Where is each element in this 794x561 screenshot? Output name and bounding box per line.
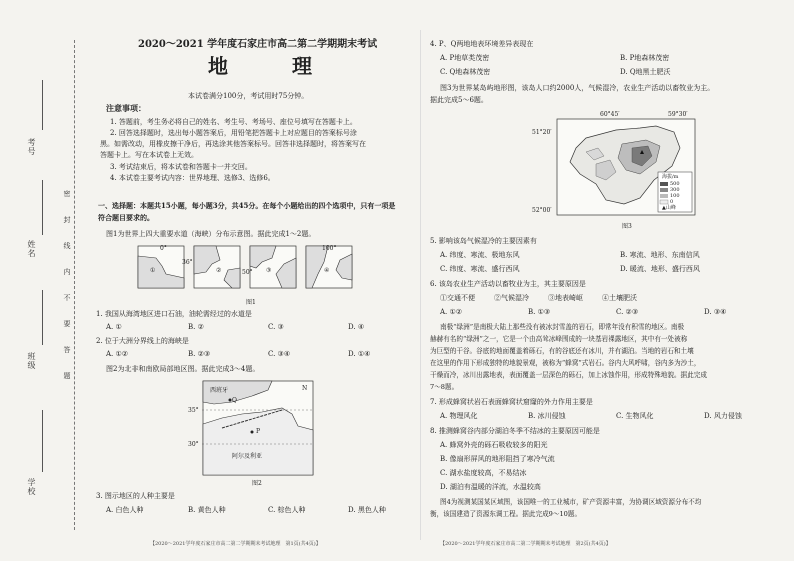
fig2-label-algeria: 阿尔及利亚 — [232, 453, 263, 460]
fig3-label: 52°00′ — [532, 207, 552, 214]
q6-item: ②气候湿冷 — [494, 294, 529, 302]
q2-stem: 2. 位于大洲分界线上的海峡是 — [96, 337, 189, 345]
section-heading: 一、选择题：本题共15小题，每小题3分，共45分。在每个小题给出的四个选项中，只有一项是 — [98, 201, 396, 210]
notice-line: 1. 答题前，考生务必将自己的姓名、考生号、考场号、座位号填写在答题卡上。 — [110, 118, 357, 126]
seal-line — [74, 40, 75, 530]
figure-3 — [532, 111, 696, 216]
q1-option-a[interactable]: A. ① — [106, 323, 122, 331]
fig1-label: ④ — [324, 267, 330, 274]
notice-line: 3. 考试结束后，将本试卷和答题卡一并交回。 — [110, 163, 252, 171]
q4-option-c[interactable]: C. Q地森林茂密 — [440, 68, 491, 76]
fig1-intro: 图1为世界上四大重要水道（海峡）分布示意图。据此完成1～2题。 — [106, 230, 316, 238]
fig3-caption: 图3 — [622, 223, 632, 230]
q2-option-b[interactable]: B. ②③ — [188, 350, 211, 358]
fig1-label: 50° — [242, 269, 253, 276]
exam-no-field[interactable] — [42, 80, 43, 130]
q8-option-d[interactable]: D. 湖泊有温暖的洋流，水温较高 — [440, 483, 541, 491]
fig2-caption: 图2 — [252, 480, 262, 487]
q5-stem: 5. 影响该岛气候湿冷的主要因素有 — [430, 237, 537, 245]
fig3-label: 51°20′ — [532, 129, 552, 136]
page-divider — [420, 30, 421, 540]
passage-line: 干燥而冷，冰川出露地表，表面覆盖一层深色的砾石，加上冰蚀作用，形成特殊地貌。据此完成 — [430, 371, 707, 379]
fig3-label: 60°45′ — [600, 111, 620, 118]
fig3-intro: 图3为世界某岛屿地形图，该岛人口约2000人，气候湿冷，农业生产活动以畜牧业为主。 — [440, 84, 715, 92]
q7-option-b[interactable]: B. 冰川侵蚀 — [528, 412, 566, 420]
q4-stem: 4. P、Q两地地表环境差异表现在 — [430, 40, 534, 48]
exam-title: 2020～2021 学年度石家庄市高二第二学期期末考试 — [138, 39, 378, 50]
fig1-label: ② — [216, 267, 222, 274]
fig2-label-q: Q — [232, 397, 237, 404]
q7-option-a[interactable]: A. 物理风化 — [440, 412, 478, 420]
footer-right: 【2020～2021学年度石家庄市高二第二学期期末考试地理 第2页(共4页)】 — [440, 541, 611, 547]
notice-line: 答题卡上。写在本试卷上无效。 — [100, 151, 198, 159]
right-column — [430, 0, 785, 561]
q6-item: ③地表崎岖 — [548, 294, 583, 302]
name-label: 姓名 — [27, 240, 36, 258]
fig1-label: ③ — [266, 267, 272, 274]
figure-2 — [188, 380, 314, 476]
q6-item: ④土壤肥沃 — [602, 294, 637, 302]
fig1-label: ① — [150, 267, 156, 274]
figure-3-map — [556, 118, 696, 216]
q6-option-b[interactable]: B. ①③ — [528, 308, 551, 316]
fig4-intro: 图4为视测某国某区域图，该国唯一的工业城市，矿产资源丰富，为协调区域资源分布不均 — [440, 498, 702, 506]
q4-option-d[interactable]: D. Q地黑土肥沃 — [620, 68, 671, 76]
fig3-legend-value: 0 — [670, 199, 674, 205]
q2-option-a[interactable]: A. ①② — [106, 350, 129, 358]
fig1-label: 100° — [322, 245, 337, 252]
passage-line: 为巨型的干谷。谷底的地面覆盖着砾石，有的谷底还有冰川，并有湖泊。当地的岩石和土壤 — [430, 347, 694, 355]
fig2-intro: 图2为北非和南欧局部地区图。据此完成3～4题。 — [106, 365, 260, 373]
binding-margin — [0, 0, 96, 561]
school-field[interactable] — [42, 410, 43, 472]
fig3-legend-value: 500 — [670, 181, 680, 187]
fig2-label-p: P — [256, 428, 261, 435]
exam-no-label: 考号 — [27, 138, 36, 156]
q8-option-c[interactable]: C. 湖水盐度较高，不易结冰 — [440, 469, 527, 477]
fig3-intro: 据此完成5～6题。 — [430, 96, 488, 104]
q3-option-a[interactable]: A. 白色人种 — [106, 506, 144, 514]
fig2-label-lat: 35° — [188, 407, 199, 414]
left-column — [96, 0, 414, 561]
fig1-caption: 图1 — [246, 299, 256, 306]
q8-option-b[interactable]: B. 像扇形屏风的地形阻挡了寒冷气流 — [440, 455, 555, 463]
name-field[interactable] — [42, 180, 43, 235]
q6-item: ①交通不便 — [440, 294, 475, 302]
q6-stem: 6. 该岛农业生产活动以畜牧业为主，其主要原因是 — [430, 280, 586, 288]
q6-option-c[interactable]: C. ②③ — [616, 308, 639, 316]
fig1-label: 36° — [182, 259, 193, 266]
fig4-intro: 衡，该国建造了资源东调工程。据此完成9～10题。 — [430, 510, 582, 518]
q1-option-b[interactable]: B. ② — [188, 323, 204, 331]
notice-line: 2. 回答选择题时，选出每小题答案后，用铅笔把答题卡上对应题目的答案标号涂 — [110, 129, 357, 137]
figure-1 — [136, 244, 360, 296]
fig3-legend-peak: ▲山峰 — [662, 205, 676, 211]
passage-line: 南极“绿洲”是南极大陆上那些没有被冰封雪盖的岩石，即常年没有积雪的地区。南极 — [440, 323, 685, 331]
notice-line: 4. 本试卷主要考试内容：世界地理、选修3、选修6。 — [110, 174, 275, 182]
q2-option-d[interactable]: D. ①④ — [348, 350, 371, 358]
seal-text: 密 封 线 内 不 要 答 题 — [63, 190, 71, 385]
notice-line: 黑。如需改动，用橡皮擦干净后，再选涂其他答案标号。回答非选择题时，将答案写在 — [100, 140, 366, 148]
class-label: 班级 — [27, 352, 36, 370]
passage-line: 在这里的作用下形成独特的地貌景观，被称为“蜂窝”式岩石。谷内大风呼啸，谷内多为沙土， — [430, 359, 701, 367]
q5-option-d[interactable]: D. 暖流、地形、盛行西风 — [620, 265, 700, 273]
q3-option-b[interactable]: B. 黄色人种 — [188, 506, 226, 514]
fig3-label: 59°30′ — [668, 111, 688, 118]
q6-option-d[interactable]: D. ③④ — [704, 308, 727, 316]
q8-stem: 8. 推测蜂窝谷内部分湖泊冬季不结冰的主要原因可能是 — [430, 427, 600, 435]
fig3-legend-value: 100 — [670, 193, 680, 199]
q8-option-a[interactable]: A. 蜂窝外壳的砾石吸收较多的阳光 — [440, 441, 548, 449]
q2-option-c[interactable]: C. ③④ — [268, 350, 291, 358]
fig3-legend-title: 海拔/m — [662, 174, 679, 180]
q3-stem: 3. 图示地区的人种主要是 — [96, 492, 175, 500]
q4-option-b[interactable]: B. P地森林茂密 — [620, 54, 670, 62]
footer-left: 【2020～2021学年度石家庄市高二第二学期期末考试地理 第1页(共4页)】 — [150, 541, 321, 547]
fig2-label-north: N — [302, 385, 308, 392]
q1-option-c[interactable]: C. ③ — [268, 323, 284, 331]
q3-option-d[interactable]: D. 黑色人种 — [348, 506, 386, 514]
school-label: 学校 — [27, 478, 36, 496]
q4-option-a[interactable]: A. P地草类茂密 — [440, 54, 490, 62]
fig2-label-lat: 30° — [188, 441, 199, 448]
fig2-label-spain: 西班牙 — [210, 387, 229, 394]
notice-heading: 注意事项： — [106, 103, 146, 113]
q5-option-b[interactable]: B. 寒流、地形、东南信风 — [620, 251, 700, 259]
q7-stem: 7. 形成蜂窝状岩石表面蜂窝状窟窿的外力作用主要是 — [430, 398, 593, 406]
q7-option-c[interactable]: C. 生物风化 — [616, 412, 654, 420]
subject-title: 地 理 — [208, 54, 334, 78]
score-note: 本试卷满分100分，考试用时75分钟。 — [188, 92, 309, 100]
q6-option-a[interactable]: A. ①② — [440, 308, 463, 316]
passage-line: 7～8题。 — [430, 383, 459, 391]
passage-line: 赫赫有名的“绿洲”之一，它是一个由高耸冰峰围成的一块基岩裸露地区，其中有一处被称 — [430, 335, 688, 343]
class-field[interactable] — [42, 290, 43, 345]
fig1-label: 0° — [160, 245, 167, 252]
section-heading: 符合题目要求的。 — [98, 213, 154, 222]
q5-option-c[interactable]: C. 纬度、寒流、盛行西风 — [440, 265, 520, 273]
q1-option-d[interactable]: D. ④ — [348, 323, 365, 331]
q7-option-d[interactable]: D. 风力侵蚀 — [704, 412, 742, 420]
q5-option-a[interactable]: A. 纬度、寒流、极地东风 — [440, 251, 520, 259]
q3-option-c[interactable]: C. 棕色人种 — [268, 506, 306, 514]
fig3-legend-value: 300 — [670, 187, 680, 193]
q1-stem: 1. 我国从海湾地区进口石油，油轮需经过的水道是 — [96, 310, 252, 318]
